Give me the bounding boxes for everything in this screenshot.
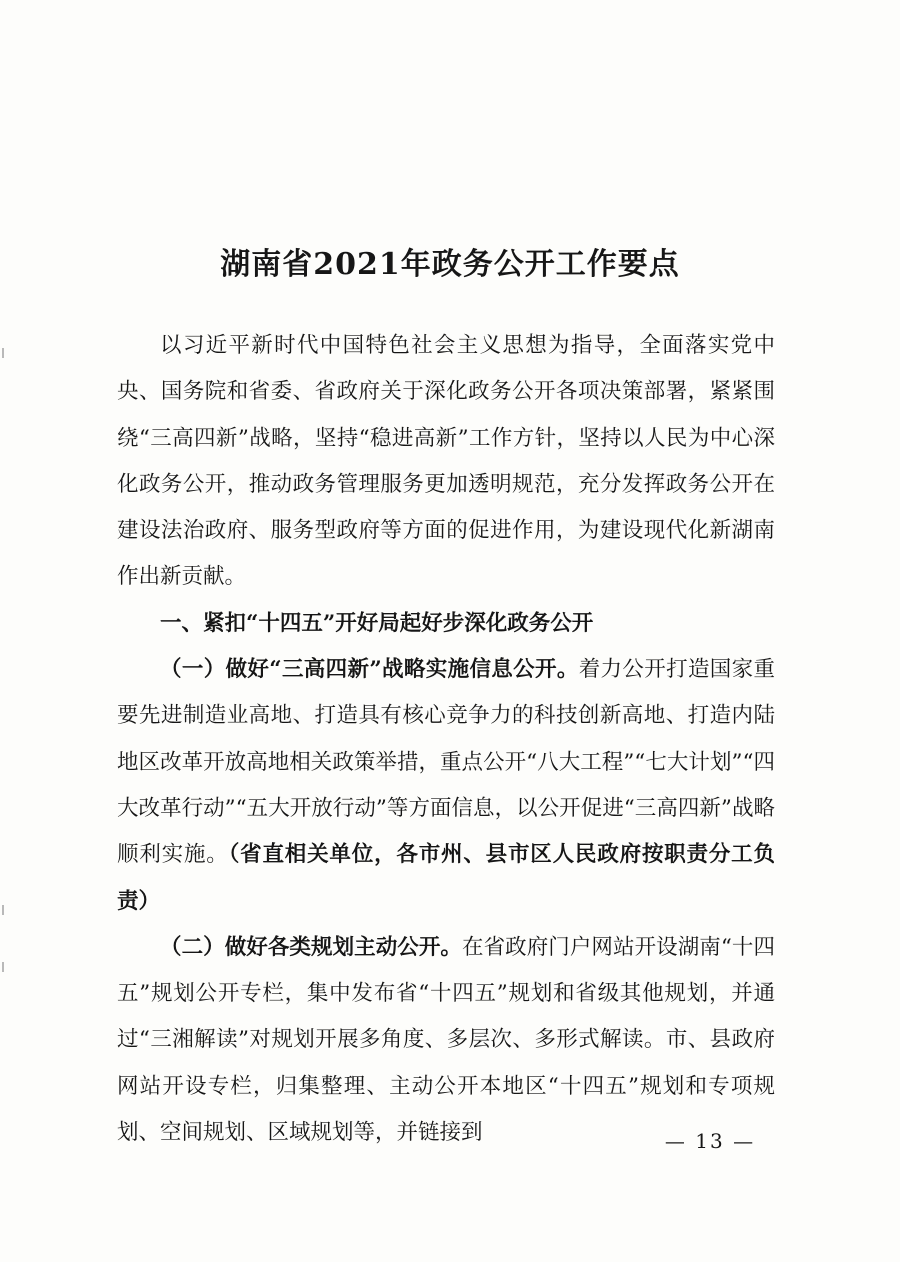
item-label-2: （二）做好各类规划主动公开。 bbox=[160, 934, 462, 960]
section-heading: 一、紧扣“十四五”开好局起好步深化政务公开 bbox=[160, 610, 594, 636]
intro-paragraph: 以习近平新时代中国特色社会主义思想为指导，全面落实党中央、国务院和省委、省政府关于深化政务公开各项决策部署，紧紧围绕“三高四新”战略，坚持“稳进高新”工作方针，坚持以人民为中心深化政务公开，推动政务管理服务更加透明规范，充分发挥政务公开在建设法治政府、服务型政府等方面的促进作用，为建设现代化新湖南作出新贡献。 bbox=[117, 333, 775, 590]
item-paragraph-1 bbox=[117, 647, 775, 925]
scan-edge-mark bbox=[2, 905, 4, 915]
scan-edge-mark bbox=[2, 962, 4, 972]
item-text-2: 在省政府门户网站开设湖南“十四五”规划公开专栏，集中发布省“十四五”规划和省级其他规划，并通过“三湘解读”对规划开展多角度、多层次、多形式解读。市、县政府网站开设专栏，归集整理、主动公开本地区“十四五”规划和专项规划、空间规划、区域规划等，并链接到 bbox=[117, 934, 775, 1146]
document-title: 湖南省2021年政务公开工作要点 bbox=[220, 247, 680, 282]
item-responsible-1: （省直相关单位，各市州、县市区人民政府按职责分工负责） bbox=[117, 842, 775, 914]
item-label-1: （一）做好“三高四新”战略实施信息公开。 bbox=[160, 657, 579, 683]
item-text-1: 着力公开打造国家重要先进制造业高地、打造具有核心竞争力的科技创新高地、打造内陆地区改革开放高地相关政策举措，重点公开“八大工程”“七大计划”“四大改革行动”“五大开放行动”等方面信息，以公开促进“三高四新”战略顺利实施。 bbox=[117, 657, 775, 868]
scan-edge-mark bbox=[2, 348, 4, 358]
document-body bbox=[117, 323, 775, 1156]
item-paragraph-2 bbox=[117, 925, 775, 1156]
page-number: — 13 — bbox=[664, 1129, 756, 1153]
